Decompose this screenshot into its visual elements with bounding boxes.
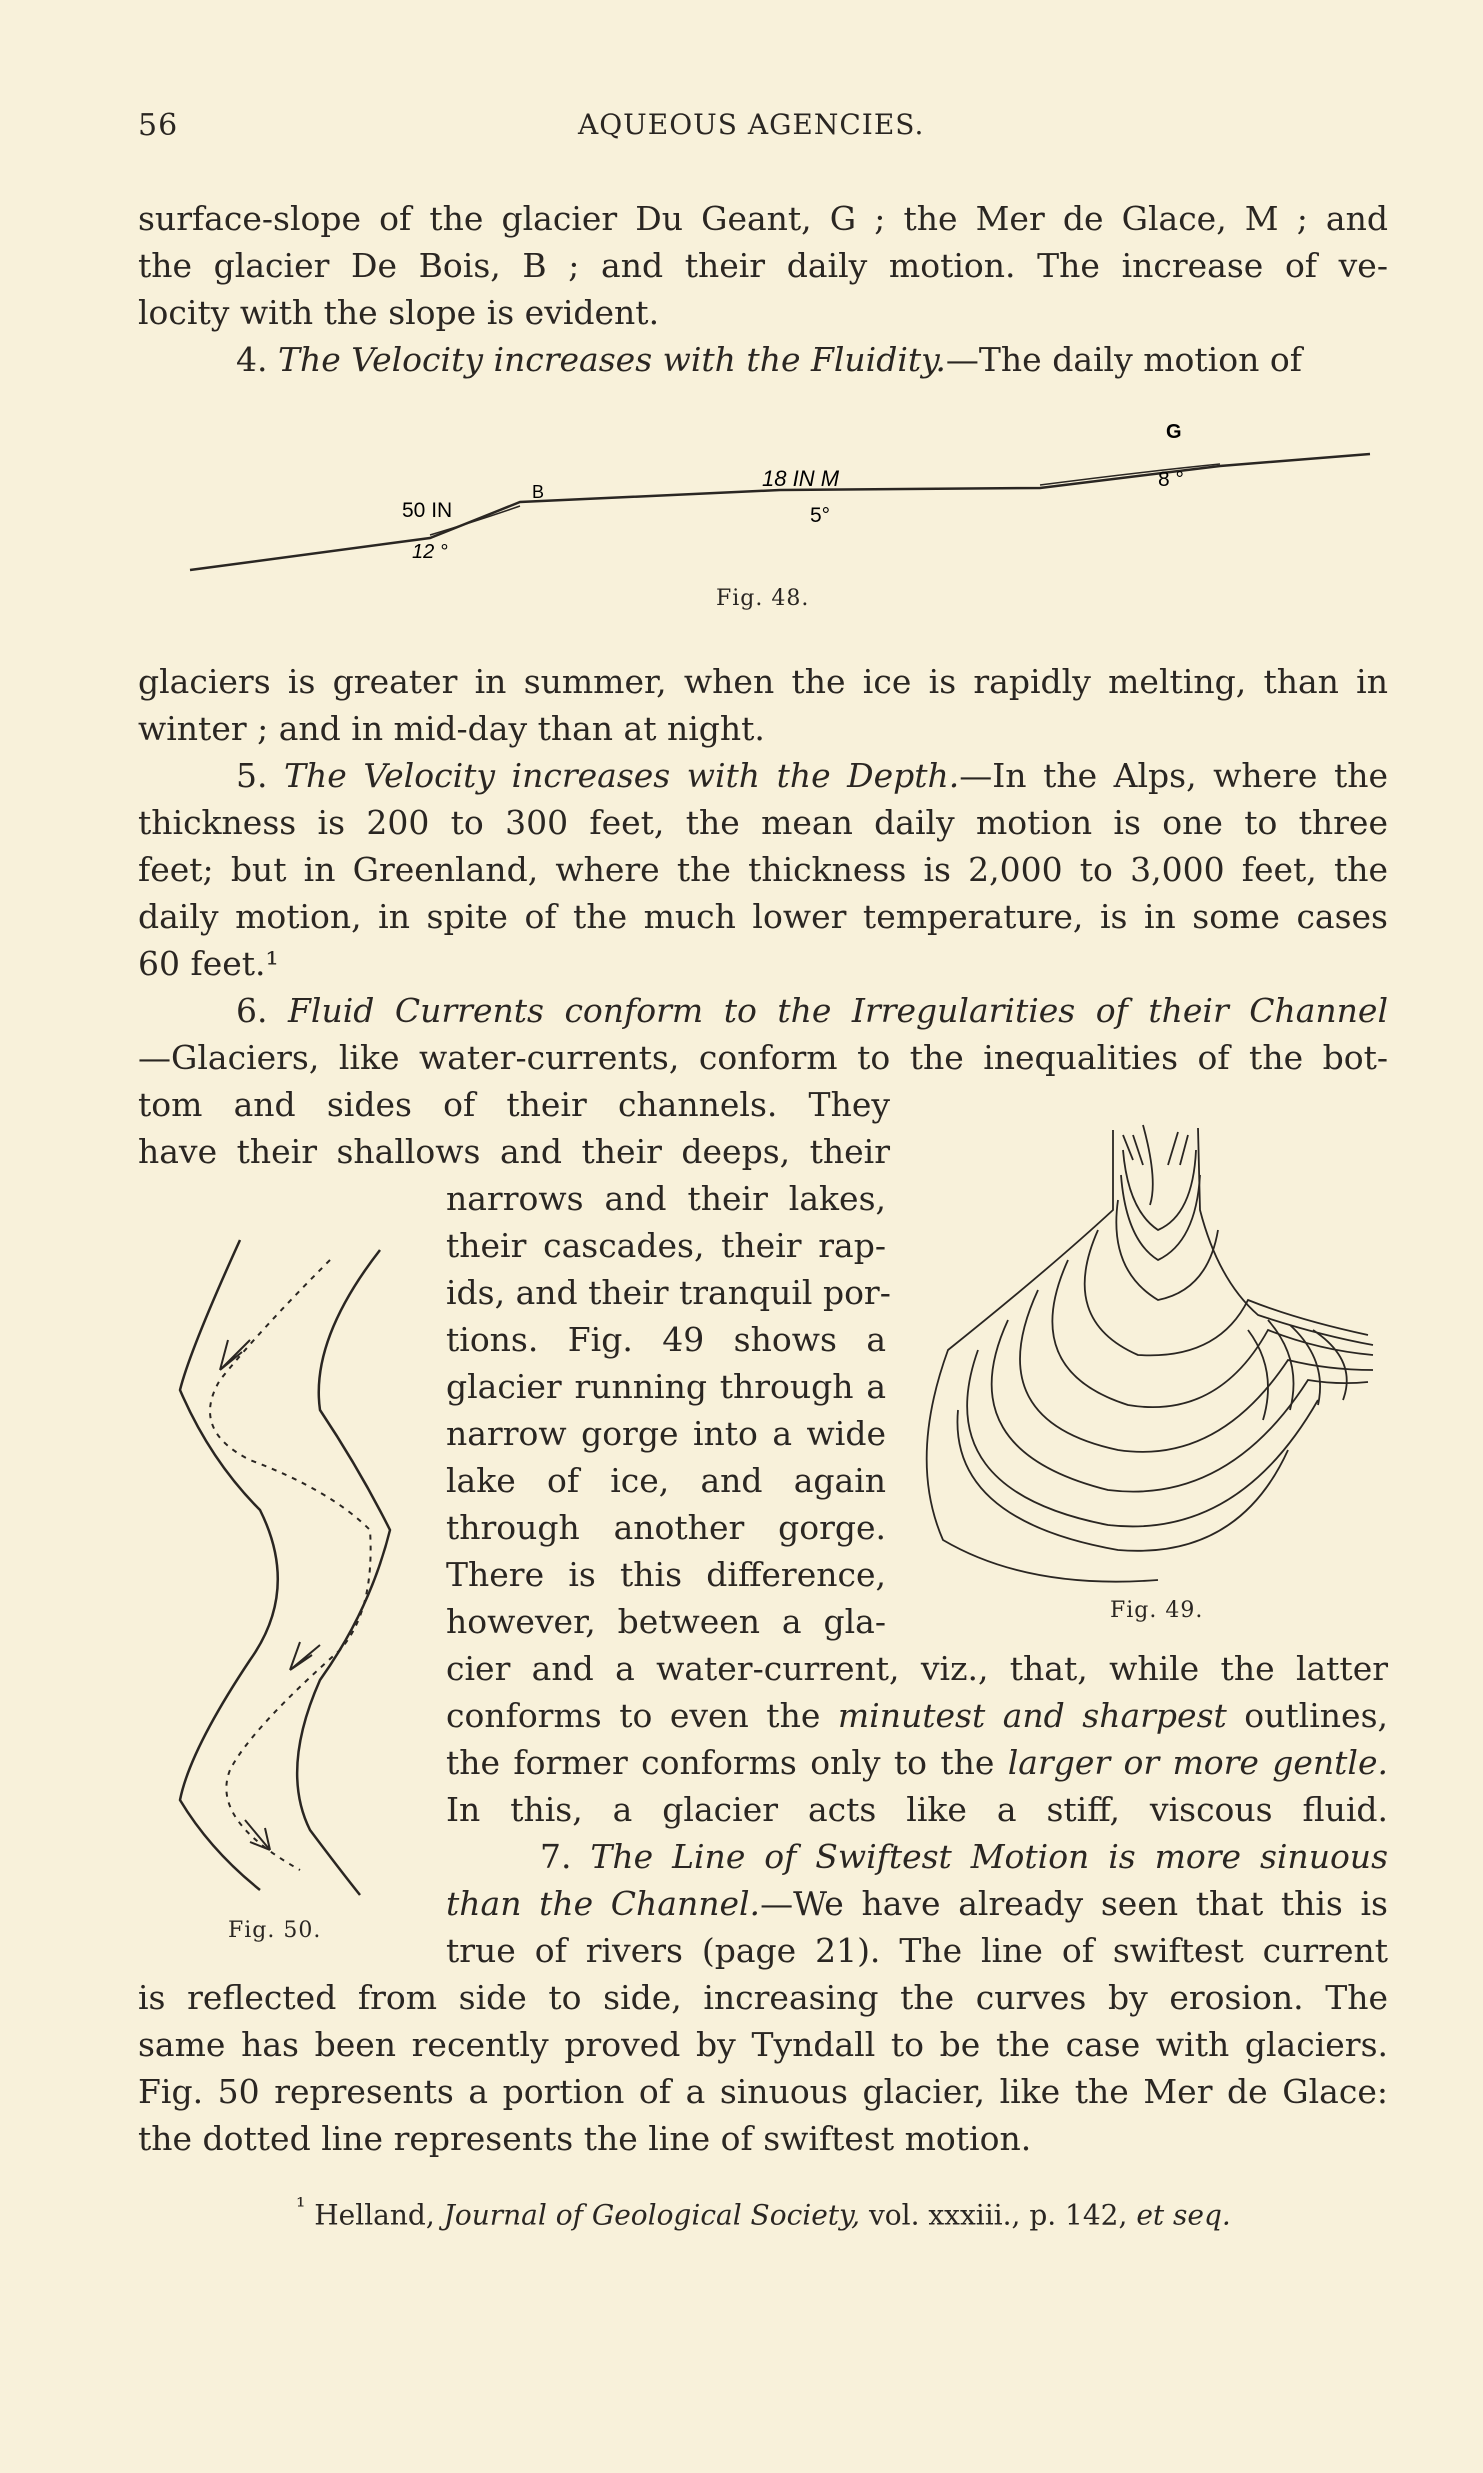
text-line: narrows and their lakes, [446, 1179, 886, 1218]
footnote-journal: Journal of Geological Society, [443, 2198, 861, 2232]
flow-arrow [245, 1820, 270, 1850]
text-line: have their shallows and their deeps, their [138, 1132, 890, 1171]
section-heading: Fluid Currents conform to the Irregularities of their Channel [288, 991, 1388, 1030]
glacier-left-bank [180, 1240, 278, 1890]
section-number: 5. [236, 756, 268, 795]
text-line: glacier running through a [446, 1367, 886, 1406]
text-run: the former conforms only to the [446, 1743, 1008, 1782]
section-number: 4. [236, 340, 268, 379]
text-line: feet; but in Greenland, where the thickness is 2,000 to 3,000 feet, the [138, 850, 1388, 889]
text-line: Fig. 50 represents a portion of a sinuous glacier, like the Mer de Glace: [138, 2072, 1388, 2111]
text-line: There is this difference, [446, 1555, 886, 1594]
text-line: locity with the slope is evident. [138, 293, 660, 332]
text-line: the glacier De Bois, B ; and their daily motion. The increase of ve- [138, 246, 1388, 285]
footnote-mark: ¹ [296, 2192, 306, 2220]
fig48-g-angle-label: 8 ° [1158, 468, 1184, 491]
footnote-ref: vol. xxxiii., p. 142, [868, 2198, 1128, 2232]
text-line: In this, a glacier acts like a stiff, viscous fluid. [446, 1790, 1388, 1829]
fig-48-caption: Fig. 48. [716, 586, 810, 611]
text-run: outlines, [1226, 1696, 1388, 1735]
text-line: same has been recently proved by Tyndall to be the case with glaciers. [138, 2025, 1388, 2064]
fig-50-sinuous-glacier-diagram [150, 1230, 410, 1910]
fig48-g-letter-label: G [1166, 421, 1182, 443]
text-line: surface-slope of the glacier Du Geant, G ; the Mer de Glace, M ; and [138, 199, 1388, 238]
text-run: conforms to even the [446, 1696, 838, 1735]
fig-49-caption: Fig. 49. [1110, 1598, 1204, 1623]
fig-48-slope-diagram [180, 410, 1380, 580]
section-heading: The Velocity increases with the Fluidity. [278, 340, 946, 379]
text-line: lake of ice, and again [446, 1461, 886, 1500]
section-heading: The Velocity increases with the Depth. [284, 756, 960, 795]
text-line: ids, and their tranquil por- [446, 1273, 891, 1312]
text-line [446, 1692, 1388, 1739]
flow-arrow [220, 1340, 250, 1370]
paragraph-4-line [236, 336, 1388, 383]
text-line: however, between a gla- [446, 1602, 886, 1641]
glacier-right-bank [297, 1250, 390, 1895]
text-line: their cascades, their rap- [446, 1226, 886, 1265]
footnote [296, 2192, 1231, 2231]
section-number: 7. [540, 1837, 572, 1876]
text-line [446, 1880, 1388, 1927]
footnote-author: Helland, [314, 2198, 435, 2232]
emphasis-run: minutest and sharpest [837, 1696, 1227, 1735]
text-run: —The daily motion of [945, 340, 1302, 379]
text-line: tions. Fig. 49 shows a [446, 1320, 886, 1359]
text-line: glaciers is greater in summer, when the ice is rapidly melting, than in [138, 662, 1388, 701]
text-line: through another gorge. [446, 1508, 886, 1547]
text-line: the dotted line represents the line of swiftest motion. [138, 2119, 1032, 2158]
emphasis-run: larger or more gentle. [1007, 1743, 1388, 1782]
paragraph-6-line [236, 987, 1388, 1034]
page-number: 56 [138, 108, 179, 143]
fig-49-glacier-lake-diagram [918, 1120, 1388, 1610]
flow-arrow [290, 1642, 320, 1670]
text-line: —Glaciers, like water-currents, conform to the inequalities of the bot- [138, 1038, 1388, 1077]
text-line: narrow gorge into a wide [446, 1414, 886, 1453]
line-of-swiftest-motion [210, 1260, 371, 1870]
text-line: cier and a water-current, viz., that, while the latter [446, 1649, 1388, 1688]
text-line: is reflected from side to side, increasing the curves by erosion. The [138, 1978, 1388, 2017]
text-line: winter ; and in mid-day than at night. [138, 709, 765, 748]
fig48-m-speed-label: 18 IN M [762, 466, 840, 491]
section-heading: The Line of Swiftest Motion is more sinuous [590, 1837, 1388, 1876]
text-line: 60 feet.¹ [138, 944, 279, 983]
text-run: —We have already seen that this is [760, 1884, 1388, 1923]
footnote-etseq: et seq. [1136, 2198, 1231, 2232]
section-heading: than the Channel. [446, 1884, 761, 1923]
section-number: 6. [236, 991, 268, 1030]
paragraph-5-line [236, 752, 1388, 799]
text-run: —In the Alps, where the [959, 756, 1388, 795]
text-line: thickness is 200 to 300 feet, the mean daily motion is one to three [138, 803, 1388, 842]
text-line [446, 1739, 1388, 1786]
fig48-b-speed-label: 50 IN [402, 499, 453, 522]
text-line: tom and sides of their channels. They [138, 1085, 890, 1124]
fig48-b-letter-label: B [532, 482, 545, 502]
running-title: AQUEOUS AGENCIES. [578, 108, 925, 141]
paragraph-7-line [540, 1833, 1388, 1880]
fig48-b-angle-label: 12 ° [412, 541, 448, 563]
text-line: true of rivers (page 21). The line of swiftest current [446, 1931, 1388, 1970]
text-line: daily motion, in spite of the much lower temperature, is in some cases [138, 897, 1388, 936]
fig48-m-angle-label: 5° [810, 504, 831, 527]
fig-50-caption: Fig. 50. [228, 1918, 322, 1943]
